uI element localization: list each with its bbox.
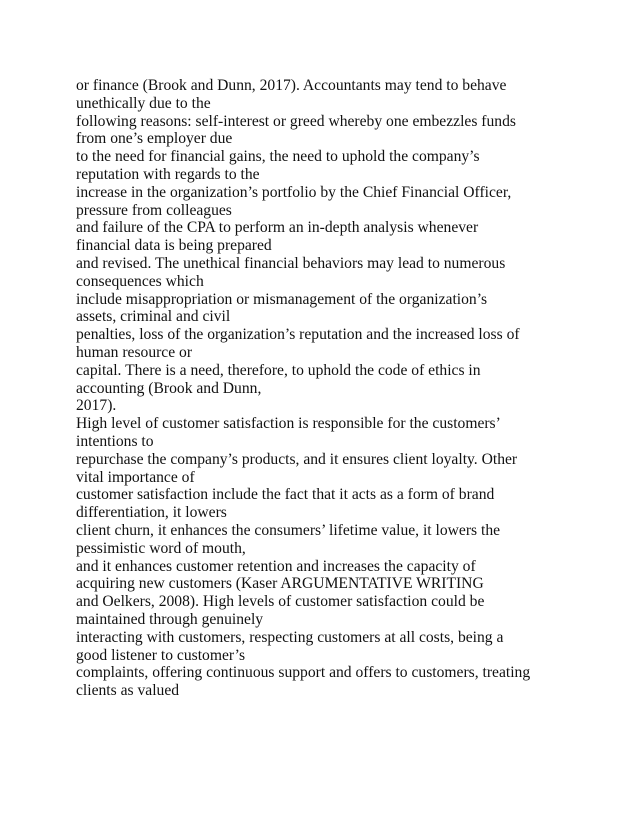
text-line: High level of customer satisfaction is responsible for the customers’ [76,415,501,433]
text-line: repurchase the company’s products, and it ensures client loyalty. Other [76,450,518,468]
text-line: or finance (Brook and Dunn, 2017). Accountants may tend to behave [76,77,507,94]
text-line: acquiring new customers (Kaser ARGUMENTATIVE WRITING [76,575,484,593]
text-line: increase in the organization’s portfolio by the Chief Financial Officer, [76,183,512,201]
text-line: reputation with regards to the [76,165,260,183]
text-line: human resource or [76,343,193,361]
text-line: vital importance of [76,468,195,486]
text-line: 2017). [76,397,117,415]
text-line: include misappropriation or mismanagement of the organization’s [76,290,488,308]
text-line: pressure from colleagues [76,201,232,219]
text-line: and revised. The unethical financial behaviors may lead to numerous [76,254,506,272]
text-line: interacting with customers, respecting customers at all costs, being a [76,628,504,646]
text-line: good listener to customer’s [76,646,246,664]
text-line: differentiation, it lowers [76,504,227,522]
text-line: client churn, it enhances the consumers’ lifetime value, it lowers the [76,521,501,539]
text-line: from one’s employer due [76,130,233,148]
text-line: complaints, offering continuous support and offers to customers, treating [76,664,531,682]
text-line: intentions to [76,432,154,450]
text-line: unethically due to the [76,94,211,112]
text-line: customer satisfaction include the fact that it acts as a form of brand [76,486,495,504]
text-line: and Oelkers, 2008). High levels of customer satisfaction could be [76,593,485,611]
text-line: financial data is being prepared [76,237,272,255]
text-line: and failure of the CPA to perform an in-depth analysis whenever [76,219,479,237]
text-line: following reasons: self-interest or greed whereby one embezzles funds [76,112,516,130]
text-line: and it enhances customer retention and increases the capacity of [76,557,476,575]
text-line: to the need for financial gains, the need to uphold the company’s [76,148,480,166]
body-text [76,77,576,700]
text-line: consequences which [76,272,204,290]
text-line: clients as valued [76,682,180,700]
text-line: accounting (Brook and Dunn, [76,379,262,397]
text-line: penalties, loss of the organization’s reputation and the increased loss of [76,326,520,344]
text-line: assets, criminal and civil [76,308,231,326]
text-line: capital. There is a need, therefore, to uphold the code of ethics in [76,361,481,379]
text-line: pessimistic word of mouth, [76,539,246,557]
text-line: maintained through genuinely [76,610,264,628]
